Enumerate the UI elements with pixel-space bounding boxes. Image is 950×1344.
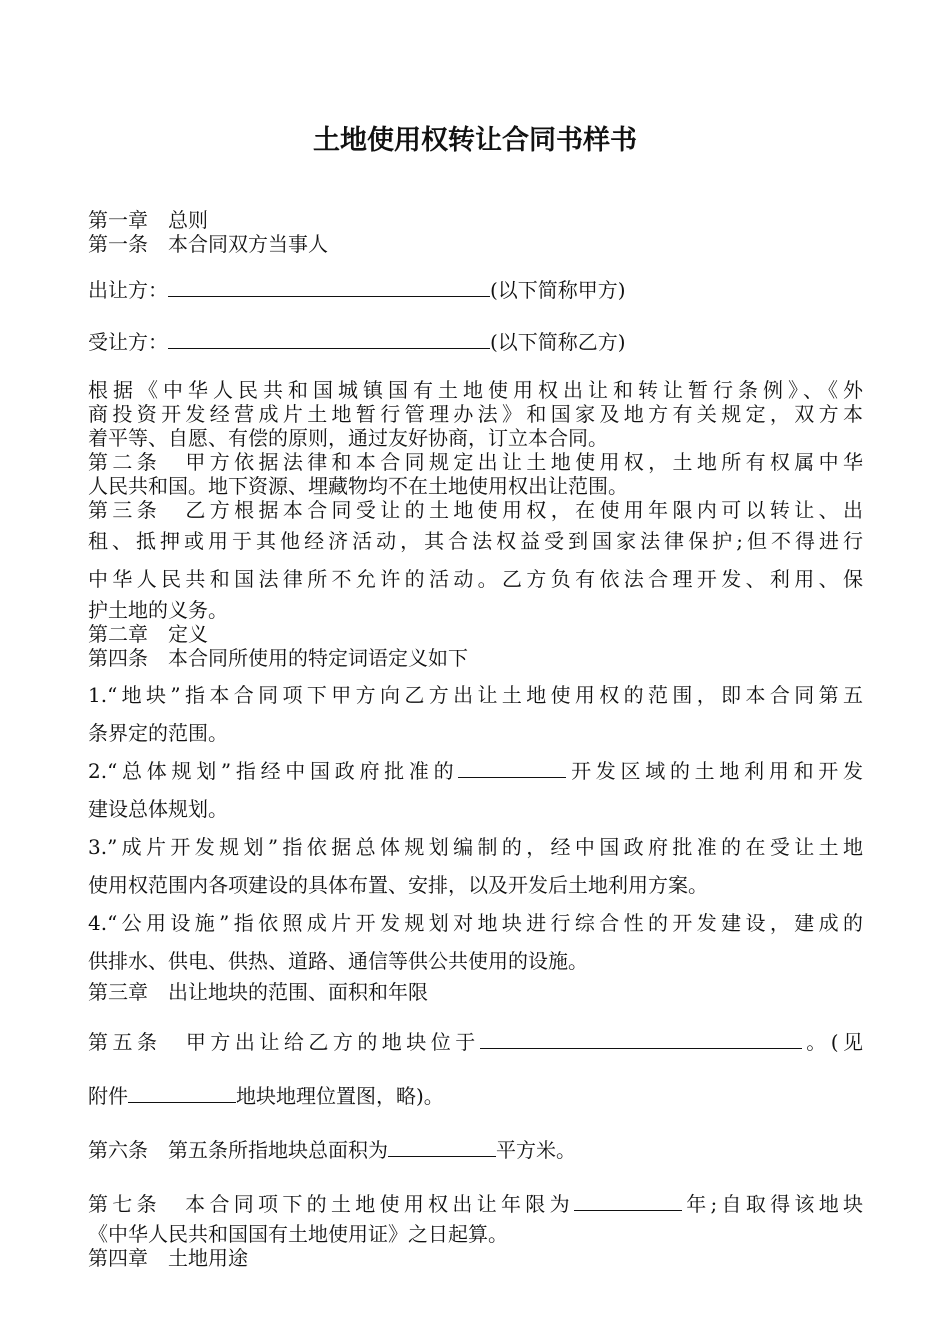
definition-3-line-1: 3.”成片开发规划”指依据总体规划编制的，经中国政府批准的在受让土地	[88, 835, 863, 859]
term-years-blank[interactable]	[574, 1192, 682, 1211]
definition-4-line-1: 4.“公用设施”指依照成片开发规划对地块进行综合性的开发建设，建成的	[88, 911, 863, 935]
article-3-line-4: 护土地的义务。	[88, 598, 228, 622]
transferor-line	[88, 278, 863, 302]
transferee-line	[88, 330, 863, 354]
development-area-blank[interactable]	[458, 759, 566, 778]
article-1: 第一条 本合同双方当事人	[88, 232, 328, 256]
definition-2-line-1	[88, 752, 863, 790]
chapter-3-heading: 第三章 出让地块的范围、面积和年限	[88, 980, 428, 1004]
transferee-blank[interactable]	[168, 330, 490, 349]
basis-line-3: 着平等、自愿、有偿的原则，通过友好协商，订立本合同。	[88, 426, 608, 450]
definition-2-prefix: 2.“总体规划”指经中国政府批准的	[88, 759, 459, 783]
chapter-1-heading: 第一章 总则	[88, 208, 208, 232]
article-6	[88, 1138, 863, 1162]
article-6-prefix: 第六条 第五条所指地块总面积为	[88, 1138, 388, 1162]
article-7-suffix: 年;自取得该地块	[681, 1192, 864, 1216]
basis-line-2: 商投资开发经营成片土地暂行管理办法》和国家及地方有关规定，双方本	[88, 402, 863, 426]
total-area-blank[interactable]	[388, 1138, 496, 1157]
document-title: 土地使用权转让合同书样书	[313, 125, 637, 156]
article-3-line-2: 租、抵押或用于其他经济活动，其合法权益受到国家法律保护;但不得进行	[88, 529, 863, 553]
transferee-label: 受让方：	[88, 330, 168, 354]
definition-4-line-2: 供排水、供电、供热、道路、通信等供公共使用的设施。	[88, 949, 588, 973]
parcel-location-blank[interactable]	[480, 1030, 802, 1049]
article-5-line-2-suffix: 地块地理位置图，略)。	[236, 1084, 444, 1108]
definition-1-line-1: 1.“地块”指本合同项下甲方向乙方出让土地使用权的范围，即本合同第五	[88, 683, 863, 707]
article-2-line-1: 第二条 甲方依据法律和本合同规定出让土地使用权，土地所有权属中华	[88, 450, 863, 474]
article-7-line-2: 《中华人民共和国国有土地使用证》之日起算。	[88, 1222, 508, 1246]
chapter-2-heading: 第二章 定义	[88, 622, 208, 646]
article-7-line-1	[88, 1192, 863, 1216]
definition-2-line-2: 建设总体规划。	[88, 797, 228, 821]
article-5-line-2	[88, 1084, 863, 1108]
article-4: 第四条 本合同所使用的特定词语定义如下	[88, 646, 468, 670]
transferor-label: 出让方：	[88, 278, 168, 302]
basis-line-1: 根据《中华人民共和国城镇国有土地使用权出让和转让暂行条例》、《外	[88, 378, 863, 402]
article-6-suffix: 平方米。	[496, 1138, 576, 1162]
document-body	[88, 208, 863, 1270]
attachment-blank[interactable]	[128, 1084, 236, 1103]
article-2-line-2: 人民共和国。地下资源、埋藏物均不在土地使用权出让范围。	[88, 474, 628, 498]
transferee-suffix: (以下简称乙方)	[490, 330, 626, 354]
definition-1-line-2: 条界定的范围。	[88, 721, 228, 745]
definition-3-line-2: 使用权范围内各项建设的具体布置、安排，以及开发后土地利用方案。	[88, 873, 708, 897]
transferor-suffix: (以下简称甲方)	[490, 278, 626, 302]
article-5-suffix: 。(见	[801, 1030, 864, 1054]
transferor-blank[interactable]	[168, 278, 490, 297]
article-7-prefix: 第七条 本合同项下的土地使用权出让年限为	[88, 1192, 574, 1216]
definition-2-suffix: 开发区域的土地利用和开发	[566, 759, 864, 783]
article-3-line-3: 中华人民共和国法律所不允许的活动。乙方负有依法合理开发、利用、保	[88, 567, 863, 591]
article-5-line-2-prefix: 附件	[88, 1084, 128, 1108]
article-5-line-1	[88, 1030, 863, 1054]
chapter-4-heading: 第四章 土地用途	[88, 1246, 248, 1270]
article-5-prefix: 第五条 甲方出让给乙方的地块位于	[88, 1030, 480, 1054]
article-3-line-1: 第三条 乙方根据本合同受让的土地使用权，在使用年限内可以转让、出	[88, 498, 863, 522]
